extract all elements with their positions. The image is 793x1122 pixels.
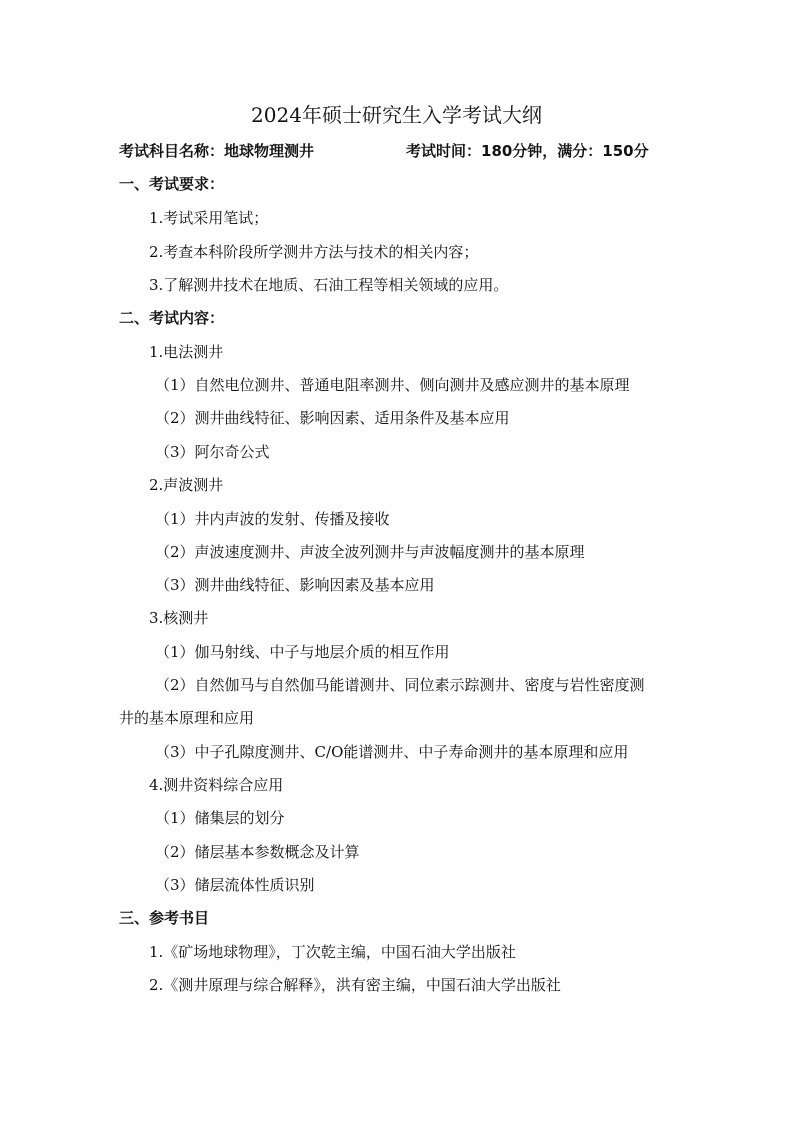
- requirement-item: 2.考查本科阶段所学测井方法与技术的相关内容；: [149, 243, 479, 261]
- requirement-item: 3.了解测井技术在地质、石油工程等相关领域的应用。: [149, 276, 509, 294]
- topic-title: 2.声波测井: [149, 476, 224, 494]
- topic-item: （1）伽马射线、中子与地层介质的相互作用: [155, 643, 450, 661]
- topic-item: （2）储层基本参数概念及计算: [155, 843, 360, 861]
- page-title: 2024年硕士研究生入学考试大纲: [251, 103, 542, 127]
- topic-title: 4.测井资料综合应用: [149, 776, 284, 794]
- topic-item-continuation: 井的基本原理和应用: [119, 709, 255, 727]
- topic-item: （2）测井曲线特征、影响因素、适用条件及基本应用: [155, 409, 510, 427]
- topic-title: 3.核测井: [149, 609, 209, 627]
- topic-item: （2）声波速度测井、声波全波列测井与声波幅度测井的基本原理: [155, 543, 585, 561]
- topic-item: （3）中子孔隙度测井、C/O能谱测井、中子寿命测井的基本原理和应用: [155, 743, 629, 761]
- reference-item: 1.《矿场地球物理》，丁次乾主编，中国石油大学出版社: [149, 943, 516, 961]
- topic-item: （3）测井曲线特征、影响因素及基本应用: [155, 576, 435, 594]
- topic-item: （1）储集层的划分: [155, 809, 285, 827]
- topic-item: （1）井内声波的发射、传播及接收: [155, 510, 390, 528]
- topic-item: （3）阿尔奇公式: [155, 443, 270, 461]
- topic-title: 1.电法测井: [149, 343, 224, 361]
- topic-item: （2）自然伽马与自然伽马能谱测井、同位素示踪测井、密度与岩性密度测: [155, 676, 645, 694]
- section-heading-references: 三、参考书目: [119, 909, 210, 927]
- topic-item: （1）自然电位测井、普通电阻率测井、侧向测井及感应测井的基本原理: [155, 376, 630, 394]
- exam-subject: 考试科目名称：地球物理测井: [119, 142, 315, 160]
- section-heading-content: 二、考试内容：: [119, 309, 225, 327]
- exam-time-score: 考试时间：180分钟，满分：150分: [406, 142, 649, 160]
- requirement-item: 1.考试采用笔试；: [149, 209, 269, 227]
- section-heading-requirements: 一、考试要求：: [119, 175, 225, 193]
- reference-item: 2.《测井原理与综合解释》，洪有密主编，中国石油大学出版社: [149, 976, 561, 994]
- topic-item: （3）储层流体性质识别: [155, 876, 315, 894]
